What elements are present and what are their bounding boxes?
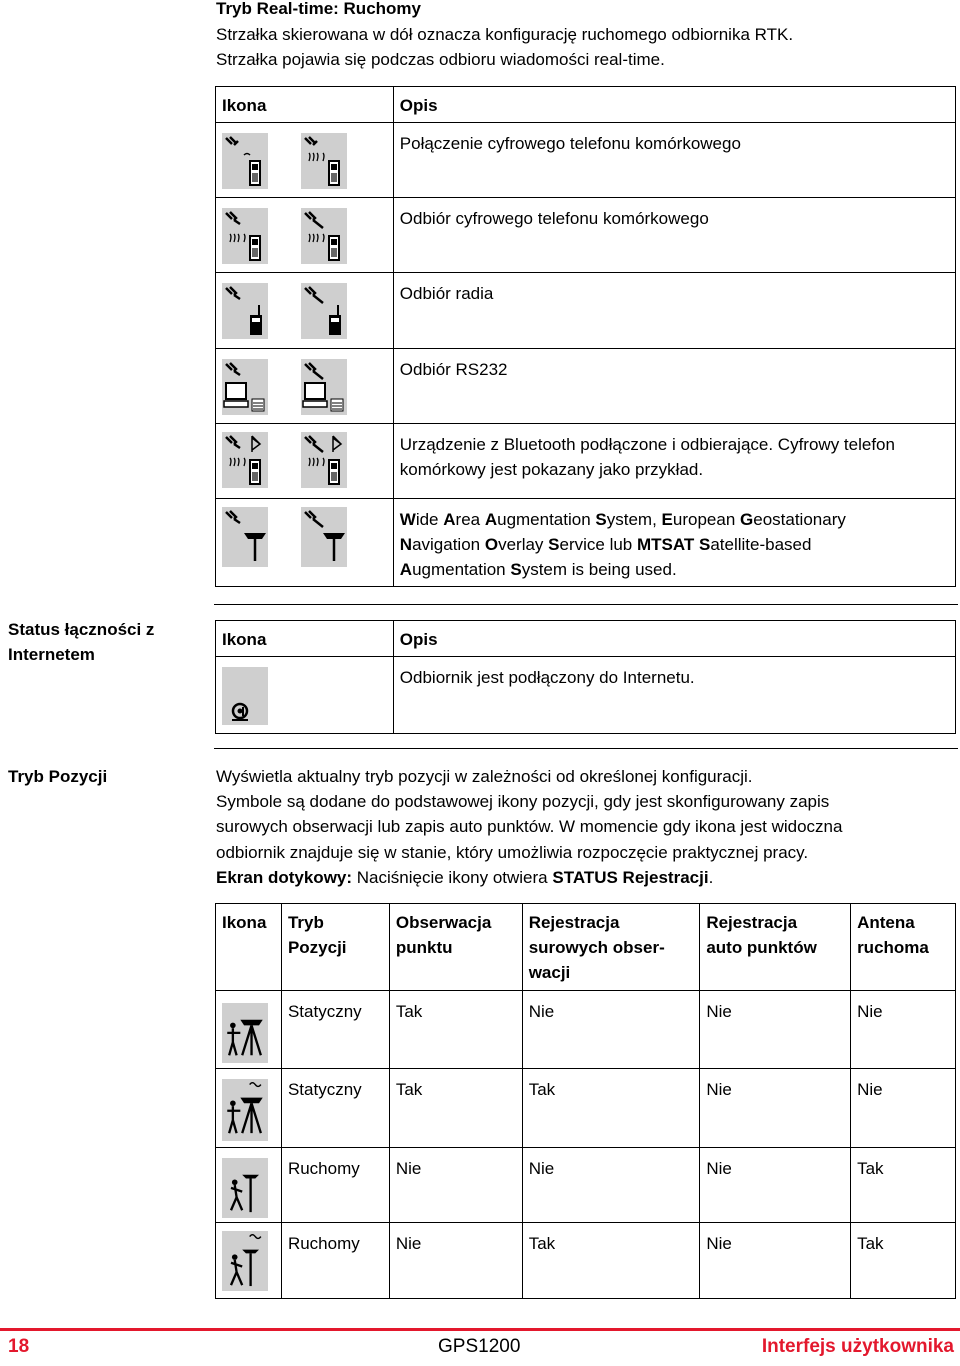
table-cell: Nie: [851, 991, 956, 1069]
table-cell: Tak: [851, 1148, 956, 1223]
table-cell: Nie: [389, 1223, 522, 1299]
internet-table: [215, 620, 956, 734]
realtime-icon-cell: [216, 499, 394, 587]
table-cell: Nie: [522, 1148, 700, 1223]
at-sign-icon: [222, 667, 268, 725]
table-cell: Nie: [522, 991, 700, 1069]
table-row: [216, 1069, 956, 1148]
position-para-5: Ekran dotykowy: Naciśnięcie ikony otwiera STATUS Rejestracji.: [216, 868, 714, 887]
position-para-2: Symbole są dodane do podstawowej ikony pozycji, gdy jest skonfigurowany zapis: [216, 792, 830, 811]
section-title: Interfejs użytkownika: [761, 1336, 954, 1357]
table-cell: Tak: [851, 1223, 956, 1299]
realtime-col-icon: Ikona: [216, 87, 394, 123]
realtime-line-2: Strzałka pojawia się podczas odbioru wiadomości real-time.: [216, 50, 665, 69]
table-cell: Nie: [389, 1148, 522, 1223]
bluetooth-phone-icon: [301, 432, 347, 488]
position-col-header: Ikona: [216, 904, 282, 991]
sbas-antenna-icon: [222, 507, 268, 567]
realtime-icon-cell: [216, 123, 394, 198]
table-cell: Nie: [700, 1223, 851, 1299]
table-cell: Statyczny: [281, 1069, 389, 1148]
sbas-antenna-icon: [301, 507, 347, 567]
product-name: GPS1200: [438, 1336, 521, 1357]
table-cell: Ruchomy: [281, 1223, 389, 1299]
realtime-icon-cell: [216, 424, 394, 499]
realtime-desc: Odbiór radia: [393, 273, 955, 349]
section-divider: [214, 604, 958, 605]
footer-rule: [0, 1328, 960, 1331]
realtime-col-desc: Opis: [393, 87, 955, 123]
realtime-desc: Odbiór RS232: [393, 349, 955, 424]
realtime-desc: Połączenie cyfrowego telefonu komórkowego: [393, 123, 955, 198]
internet-icon-cell: [216, 657, 394, 734]
position-col-header: Tryb Pozycji: [281, 904, 389, 991]
static-tripod-raw-icon: [222, 1079, 268, 1141]
moving-pole-icon: [222, 1158, 268, 1218]
position-col-header: Antena ruchoma: [851, 904, 956, 991]
table-cell: Nie: [851, 1069, 956, 1148]
bluetooth-phone-icon: [222, 432, 268, 488]
moving-pole-raw-icon: [222, 1231, 268, 1291]
realtime-icon-cell: [216, 349, 394, 424]
table-cell: Tak: [389, 991, 522, 1069]
position-para-3: surowych obserwacji lub zapis auto punktów. W momencie gdy ikona jest widoczna: [216, 817, 843, 836]
rs232-computer-icon: [222, 359, 268, 415]
realtime-icon-cell: [216, 273, 394, 349]
table-cell: Ruchomy: [281, 1148, 389, 1223]
table-cell: Tak: [522, 1223, 700, 1299]
position-col-header: Rejestracja auto punktów: [700, 904, 851, 991]
internet-col-desc: Opis: [393, 621, 955, 657]
phone-connect-icon: [222, 133, 268, 189]
phone-receive-icon: [222, 208, 268, 264]
table-cell: Nie: [700, 1148, 851, 1223]
phone-connect-icon: [301, 133, 347, 189]
position-table: [215, 903, 956, 1299]
table-row: [216, 1148, 956, 1223]
table-row: [216, 1223, 956, 1299]
position-para-4: odbiornik znajduje się w stanie, który umożliwia rozpoczęcie praktycznej pracy.: [216, 843, 809, 862]
internet-desc: Odbiornik jest podłączony do Internetu.: [393, 657, 955, 734]
position-side-label: Tryb Pozycji: [8, 767, 108, 786]
page-number: 18: [8, 1336, 30, 1357]
section-divider: [214, 748, 958, 749]
realtime-line-1: Strzałka skierowana w dół oznacza konfigurację ruchomego odbiornika RTK.: [216, 25, 794, 44]
radio-icon: [301, 283, 347, 339]
realtime-icon-cell: [216, 198, 394, 273]
table-cell: Tak: [522, 1069, 700, 1148]
table-cell: Statyczny: [281, 991, 389, 1069]
radio-icon: [222, 283, 268, 339]
internet-side-label: Status łączności z Internetem: [8, 620, 155, 664]
position-col-header: Obserwacja punktu: [389, 904, 522, 991]
realtime-table: [215, 86, 956, 587]
rs232-computer-icon: [301, 359, 347, 415]
internet-col-icon: Ikona: [216, 621, 394, 657]
realtime-desc: Odbiór cyfrowego telefonu komórkowego: [393, 198, 955, 273]
table-cell: Nie: [700, 1069, 851, 1148]
table-cell: Tak: [389, 1069, 522, 1148]
phone-receive-icon: [301, 208, 347, 264]
table-cell: Nie: [700, 991, 851, 1069]
realtime-desc: Urządzenie z Bluetooth podłączone i odbierające. Cyfrowy telefon komórkowy jest pokazany jako przykład.: [393, 424, 955, 499]
position-col-header: Rejestracja surowych obser- wacji: [522, 904, 700, 991]
realtime-heading: Tryb Real-time: Ruchomy: [216, 0, 421, 18]
realtime-desc-sbas: Wide Area Augmentation System, European Geostationary Navigation Overlay Service lub MTSAT Satellite-based Augmentation System is being used.: [393, 499, 955, 587]
position-para-1: Wyświetla aktualny tryb pozycji w zależności od określonej konfiguracji.: [216, 767, 753, 786]
static-tripod-icon: [222, 1003, 268, 1063]
table-row: [216, 991, 956, 1069]
